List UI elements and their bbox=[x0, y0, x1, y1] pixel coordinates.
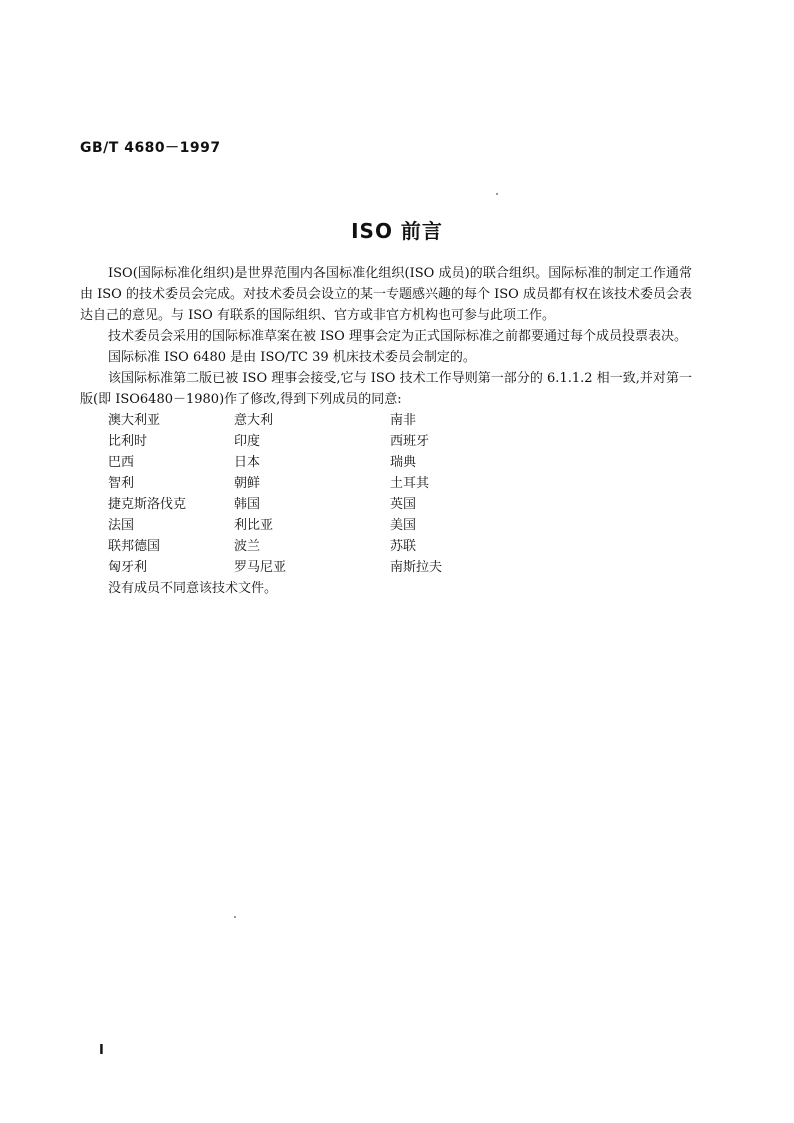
member-name: 韩国 bbox=[234, 497, 261, 512]
page-title: ISO 前言 bbox=[351, 219, 443, 243]
member-name: 波兰 bbox=[234, 539, 261, 554]
member-name: 匈牙利 bbox=[108, 560, 148, 575]
scan-speck bbox=[496, 193, 498, 195]
standard-number: GB/T 4680－1997 bbox=[80, 140, 221, 156]
paragraph-voting: 技术委员会采用的国际标准草案在被 ISO 理事会定为正式国际标准之前都要通过每个成员投票表决。 bbox=[108, 329, 687, 344]
member-name: 意大利 bbox=[234, 413, 274, 428]
paragraph-second-edition: 该国际标准第二版已被 ISO 理事会接受,它与 ISO 技术工作导则第一部分的 6.1.1.2 相一致,并对第一版(即 ISO6480－1980)作了修改,得到下列成员的同意: bbox=[80, 371, 692, 407]
member-name: 比利时 bbox=[108, 434, 148, 449]
member-name: 联邦德国 bbox=[108, 539, 161, 554]
member-list bbox=[108, 410, 692, 578]
closing-statement: 没有成员不同意该技术文件。 bbox=[108, 581, 278, 596]
member-name: 南非 bbox=[390, 413, 417, 428]
paragraph-committee: 国际标准 ISO 6480 是由 ISO/TC 39 机床技术委员会制定的。 bbox=[108, 350, 476, 365]
member-name: 南斯拉夫 bbox=[390, 560, 443, 575]
member-name: 西班牙 bbox=[390, 434, 430, 449]
member-name: 智利 bbox=[108, 476, 135, 491]
page-number: I bbox=[99, 1043, 104, 1058]
paragraph-iso-intro: ISO(国际标准化组织)是世界范围内各国标准化组织(ISO 成员)的联合组织。国际标准的制定工作通常由 ISO 的技术委员会完成。对技术委员会设立的某一专题感兴趣的每个 ISO 成员都有权在该技术委员会表达自己的意见。与 ISO 有联系的国际组织、官方或非官方机构也可参与此项工作。 bbox=[80, 266, 692, 323]
member-name: 朝鲜 bbox=[234, 476, 261, 491]
member-name: 利比亚 bbox=[234, 518, 274, 533]
member-name: 苏联 bbox=[390, 539, 417, 554]
member-name: 印度 bbox=[234, 434, 261, 449]
scan-speck bbox=[234, 916, 236, 918]
foreword-body bbox=[80, 263, 692, 599]
member-name: 瑞典 bbox=[390, 455, 417, 470]
member-name: 英国 bbox=[390, 497, 417, 512]
member-name: 美国 bbox=[390, 518, 417, 533]
member-name: 日本 bbox=[234, 455, 261, 470]
member-name: 法国 bbox=[108, 518, 135, 533]
member-name: 巴西 bbox=[108, 455, 135, 470]
member-name: 澳大利亚 bbox=[108, 413, 161, 428]
member-name: 罗马尼亚 bbox=[234, 560, 287, 575]
member-name: 土耳其 bbox=[390, 476, 430, 491]
member-name: 捷克斯洛伐克 bbox=[108, 497, 187, 512]
